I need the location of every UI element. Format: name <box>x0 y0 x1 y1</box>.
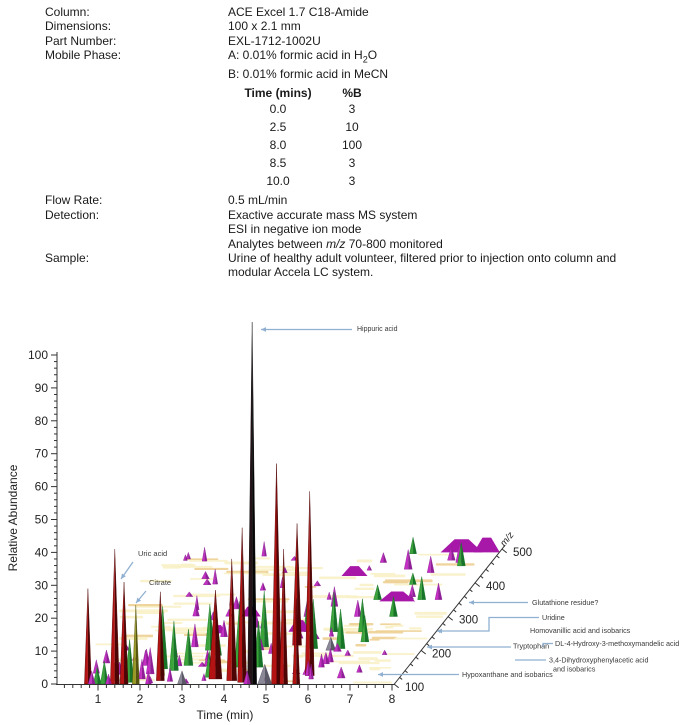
gradient-time: 0.0 <box>269 102 287 117</box>
spec-value-part-number: EXL-1712-1002U <box>228 33 321 48</box>
gradient-percent-b: 3 <box>348 155 356 170</box>
x-tick-label: 1 <box>94 692 102 706</box>
annotation-label: Hypoxanthane and isobarics <box>462 670 553 679</box>
gradient-row-3 <box>240 155 685 173</box>
gradient-time: 10.0 <box>266 173 290 188</box>
mz-tick-label: 100 <box>405 682 425 694</box>
mz-tick-label: 300 <box>459 614 479 627</box>
mz-tick-label: 500 <box>513 547 533 559</box>
spec-label-mobile-phase: Mobile Phase: <box>45 48 122 63</box>
sample-line-2: modular Accela LC system. <box>228 265 374 280</box>
gradient-row-4 <box>240 173 685 191</box>
y-tick-label: 60 <box>34 479 48 494</box>
detection-line-2: ESI in negative ion mode <box>228 222 362 237</box>
spec-value-mobile-phase <box>228 48 685 81</box>
annotation-label: and isobarics <box>553 664 596 674</box>
annotation-arrowhead <box>427 645 432 650</box>
spec-value-column: ACE Excel 1.7 C18-Amide <box>228 5 369 19</box>
mz-axis-title: m/z <box>498 529 517 549</box>
x-tick-label: 8 <box>388 692 396 706</box>
spec-row-dimensions <box>45 19 685 33</box>
detection-line-3: Analytes between m/z 70-800 monitored <box>228 236 443 251</box>
spec-label-flow-rate: Flow Rate: <box>45 193 103 208</box>
y-tick-label: 70 <box>34 446 48 461</box>
x-axis-title: Time (min) <box>196 708 254 722</box>
spec-label-detection: Detection: <box>45 207 100 222</box>
gradient-percent-b: 10 <box>345 120 359 135</box>
x-tick-label: 4 <box>220 692 228 706</box>
spec-label-column: Column: <box>45 5 90 19</box>
gradient-percent-b: 3 <box>348 173 356 188</box>
x-tick-label: 3 <box>178 692 186 706</box>
annotation-label: Homovanillic acid and isobarics <box>530 626 631 635</box>
annotation-arrowhead <box>378 672 383 677</box>
spec-value-flow-rate: 0.5 mL/min <box>228 193 288 208</box>
annotation-arrowhead <box>121 574 126 579</box>
sample-line-1: Urine of healthy adult volunteer, filtered prior to injection onto column and <box>228 251 617 266</box>
annotation-label: Uric acid <box>138 549 168 558</box>
annotation-label: Citrate <box>149 578 172 587</box>
y-tick-label: 30 <box>34 578 48 593</box>
chromatogram-3d-plot <box>0 300 686 725</box>
gradient-time: 2.5 <box>269 120 287 135</box>
mobile-phase-a: A: 0.01% formic acid in $H_2O$ <box>228 48 378 65</box>
spec-value-sample <box>228 251 685 280</box>
spec-label-dimensions: Dimensions: <box>45 19 112 34</box>
method-specs <box>45 5 685 280</box>
gradient-header-time: Time (mins) <box>244 86 312 101</box>
annotation-label: Hippuric acid <box>357 326 398 333</box>
mz-tick-label: 200 <box>432 648 452 661</box>
annotation-label: Glutathione residue? <box>532 598 599 607</box>
gradient-percent-b: 3 <box>348 102 356 117</box>
y-tick-label: 80 <box>34 413 48 428</box>
mz-tick-label: 400 <box>486 580 506 593</box>
gradient-row-0 <box>240 101 685 119</box>
spec-row-column <box>45 5 685 19</box>
spec-row-part-number <box>45 34 685 48</box>
y-tick-label: 40 <box>34 545 48 560</box>
y-axis-title: Relative Abundance <box>6 464 20 572</box>
spec-row-detection <box>45 208 685 251</box>
gradient-table-rows <box>240 101 685 190</box>
spec-row-sample <box>45 251 685 280</box>
gradient-percent-b: 100 <box>341 138 363 153</box>
annotation-label: 3,4-Dihydroxyphenylacetic acid <box>549 655 649 665</box>
spec-value-detection <box>228 208 685 251</box>
y-tick-label: 90 <box>34 380 48 395</box>
y-tick-label: 0 <box>41 677 48 691</box>
gradient-row-2 <box>240 137 685 155</box>
gradient-header-percent-b: %B <box>342 86 362 101</box>
gradient-table-header <box>240 85 685 101</box>
gradient-table <box>240 85 685 190</box>
x-tick-label: 7 <box>346 692 354 706</box>
mz-trace-mound <box>474 538 500 553</box>
spec-label-sample: Sample: <box>45 251 90 266</box>
annotation-arrowhead <box>469 600 474 605</box>
annotation-arrowhead <box>261 327 266 332</box>
x-tick-label: 5 <box>262 692 270 706</box>
spec-row-flow-rate <box>45 193 685 207</box>
x-tick-label: 2 <box>136 692 144 706</box>
spec-value-dimensions: 100 x 2.1 mm <box>228 19 301 34</box>
x-tick-label: 6 <box>304 692 312 706</box>
y-tick-label: 100 <box>27 348 48 362</box>
detection-line-1: Exactive accurate mass MS system <box>228 207 418 222</box>
mz-trace-mound <box>342 566 368 576</box>
annotation-label: DL-4-Hydroxy-3-methoxymandelic acid <box>555 639 680 648</box>
annotation-label: Tryptophan <box>513 641 550 651</box>
y-tick-label: 20 <box>34 611 48 626</box>
mobile-phase-b: B: 0.01% formic acid in MeCN <box>228 67 389 82</box>
gradient-row-1 <box>240 119 685 137</box>
y-tick-label: 50 <box>34 512 48 527</box>
gradient-time: 8.0 <box>269 138 287 153</box>
annotation-label: Uridine <box>542 613 565 622</box>
y-tick-label: 10 <box>34 644 48 659</box>
spec-row-mobile-phase <box>45 48 685 81</box>
spec-label-part-number: Part Number: <box>45 33 117 48</box>
gradient-time: 8.5 <box>269 155 287 170</box>
